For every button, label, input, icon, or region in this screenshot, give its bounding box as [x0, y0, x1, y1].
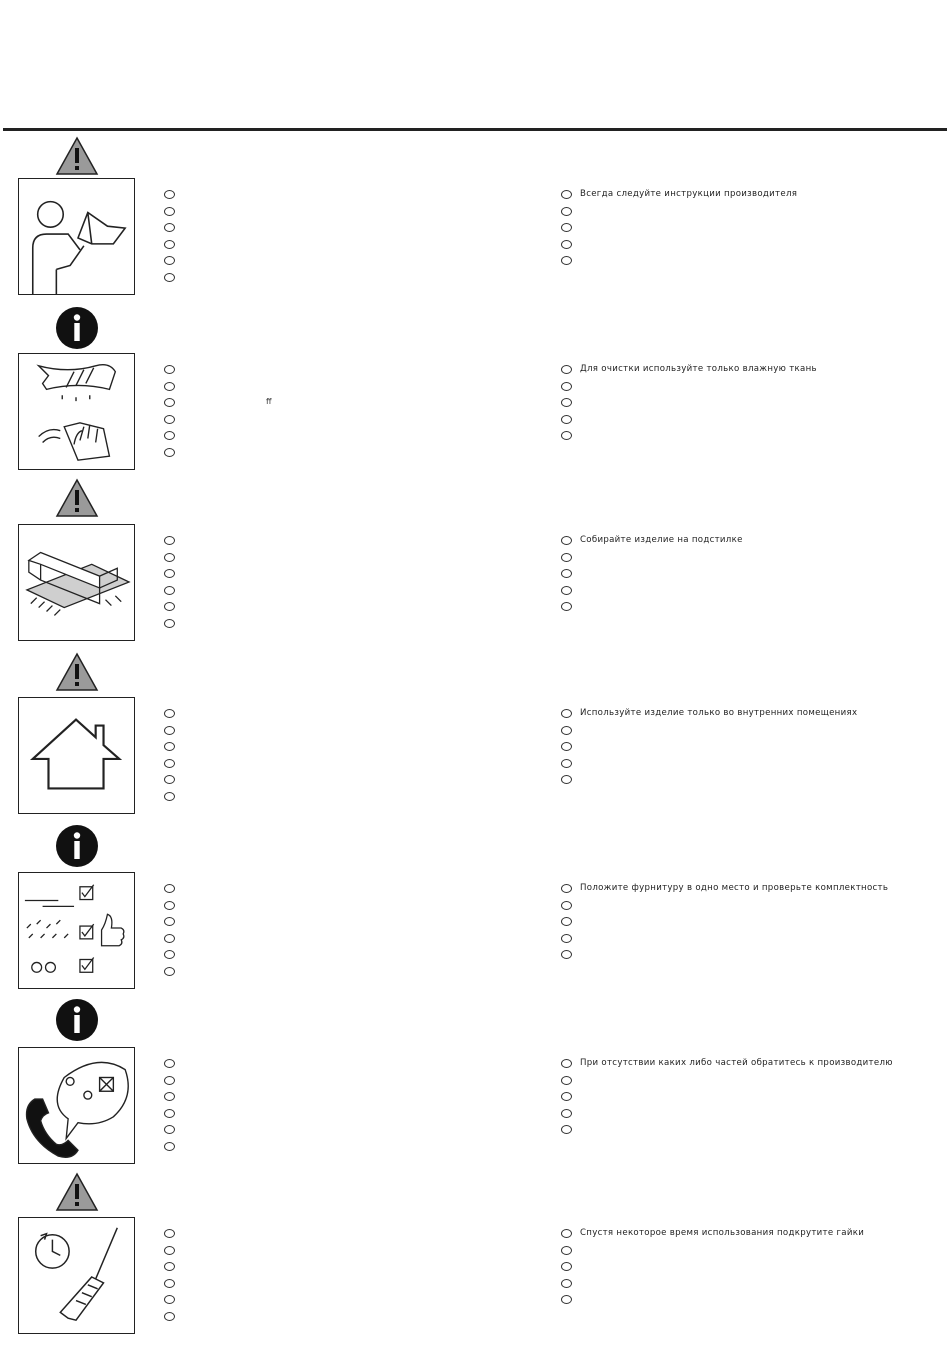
language-bullet-right — [561, 602, 572, 611]
language-bullet-left — [164, 415, 175, 424]
language-bullet-right — [561, 398, 572, 407]
language-bullet-left — [164, 365, 175, 374]
language-bullet-left — [164, 1059, 175, 1068]
language-bullet-right — [561, 207, 572, 216]
language-bullet-ru — [561, 365, 572, 374]
language-bullet-right — [561, 759, 572, 768]
language-bullet-left — [164, 619, 175, 628]
language-bullet-left — [164, 1109, 175, 1118]
language-bullet-left — [164, 1142, 175, 1151]
language-bullet-left — [164, 398, 175, 407]
language-bullet-left — [164, 273, 175, 282]
language-bullet-left — [164, 967, 175, 976]
language-bullet-left — [164, 917, 175, 926]
language-bullet-left — [164, 1262, 175, 1271]
instruction-text: Для очистки используйте только влажную ткань — [580, 364, 817, 374]
language-bullet-right — [561, 553, 572, 562]
language-bullet-left — [164, 775, 175, 784]
language-bullet-right — [561, 240, 572, 249]
language-bullet-left — [164, 792, 175, 801]
language-bullet-left — [164, 1125, 175, 1134]
language-bullet-right — [561, 1092, 572, 1101]
language-bullet-left — [164, 884, 175, 893]
language-bullet-left — [164, 1246, 175, 1255]
instruction-text: Собирайте изделие на подстилке — [580, 535, 743, 545]
language-bullet-left — [164, 586, 175, 595]
instruction-text: Используйте изделие только во внутренних помещениях — [580, 708, 858, 718]
language-bullet-left — [164, 742, 175, 751]
language-bullet-right — [561, 742, 572, 751]
language-bullet-left — [164, 709, 175, 718]
language-bullet-left — [164, 1312, 175, 1321]
language-bullet-left — [164, 950, 175, 959]
info-circle-icon — [55, 998, 99, 1042]
language-bullet-right — [561, 223, 572, 232]
language-bullet-left — [164, 190, 175, 199]
language-bullet-right — [561, 382, 572, 391]
language-bullet-left — [164, 1076, 175, 1085]
language-bullet-right — [561, 586, 572, 595]
language-bullet-right — [561, 726, 572, 735]
language-bullet-right — [561, 1109, 572, 1118]
language-bullet-left — [164, 934, 175, 943]
language-bullet-left — [164, 536, 175, 545]
warning-triangle-icon — [55, 136, 99, 176]
language-bullet-right — [561, 1125, 572, 1134]
language-bullet-ru — [561, 536, 572, 545]
warning-triangle-icon — [55, 652, 99, 692]
language-bullet-ru — [561, 190, 572, 199]
language-bullet-ru — [561, 884, 572, 893]
warning-triangle-icon — [55, 478, 99, 518]
language-bullet-right — [561, 415, 572, 424]
language-bullet-ru — [561, 709, 572, 718]
read-manual-icon — [18, 178, 135, 295]
language-bullet-ru — [561, 1059, 572, 1068]
language-bullet-right — [561, 901, 572, 910]
language-bullet-right — [561, 775, 572, 784]
instruction-text: При отсутствии каких либо частей обратитесь к производителю — [580, 1058, 893, 1068]
screwdriver-timer-icon — [18, 1217, 135, 1334]
indoor-house-icon — [18, 697, 135, 814]
info-circle-icon — [55, 306, 99, 350]
language-bullet-left — [164, 256, 175, 265]
damp-cloth-cleaning-icon — [18, 353, 135, 470]
language-bullet-left — [164, 207, 175, 216]
language-bullet-right — [561, 1262, 572, 1271]
language-bullet-right — [561, 934, 572, 943]
stray-mark: ff — [266, 397, 272, 406]
instruction-text: Положите фурнитуру в одно место и проверьте комплектность — [580, 883, 889, 893]
language-bullet-left — [164, 569, 175, 578]
language-bullet-left — [164, 1295, 175, 1304]
warning-triangle-icon — [55, 1172, 99, 1212]
language-bullet-right — [561, 950, 572, 959]
instruction-text: Всегда следуйте инструкции производителя — [580, 189, 798, 199]
language-bullet-ru — [561, 1229, 572, 1238]
hardware-checklist-icon — [18, 872, 135, 989]
phone-missing-parts-icon — [18, 1047, 135, 1164]
instruction-text: Спустя некоторое время использования подкрутите гайки — [580, 1228, 865, 1238]
assemble-on-mat-icon — [18, 524, 135, 641]
info-circle-icon — [55, 824, 99, 868]
language-bullet-right — [561, 569, 572, 578]
language-bullet-left — [164, 1092, 175, 1101]
language-bullet-left — [164, 553, 175, 562]
language-bullet-left — [164, 1279, 175, 1288]
language-bullet-left — [164, 382, 175, 391]
language-bullet-left — [164, 759, 175, 768]
language-bullet-right — [561, 1246, 572, 1255]
language-bullet-left — [164, 431, 175, 440]
language-bullet-left — [164, 901, 175, 910]
language-bullet-left — [164, 240, 175, 249]
language-bullet-right — [561, 431, 572, 440]
language-bullet-left — [164, 1229, 175, 1238]
language-bullet-left — [164, 223, 175, 232]
language-bullet-left — [164, 448, 175, 457]
language-bullet-right — [561, 1279, 572, 1288]
top-rule — [3, 128, 947, 131]
language-bullet-left — [164, 602, 175, 611]
language-bullet-right — [561, 1295, 572, 1304]
language-bullet-right — [561, 917, 572, 926]
language-bullet-left — [164, 726, 175, 735]
language-bullet-right — [561, 1076, 572, 1085]
language-bullet-right — [561, 256, 572, 265]
